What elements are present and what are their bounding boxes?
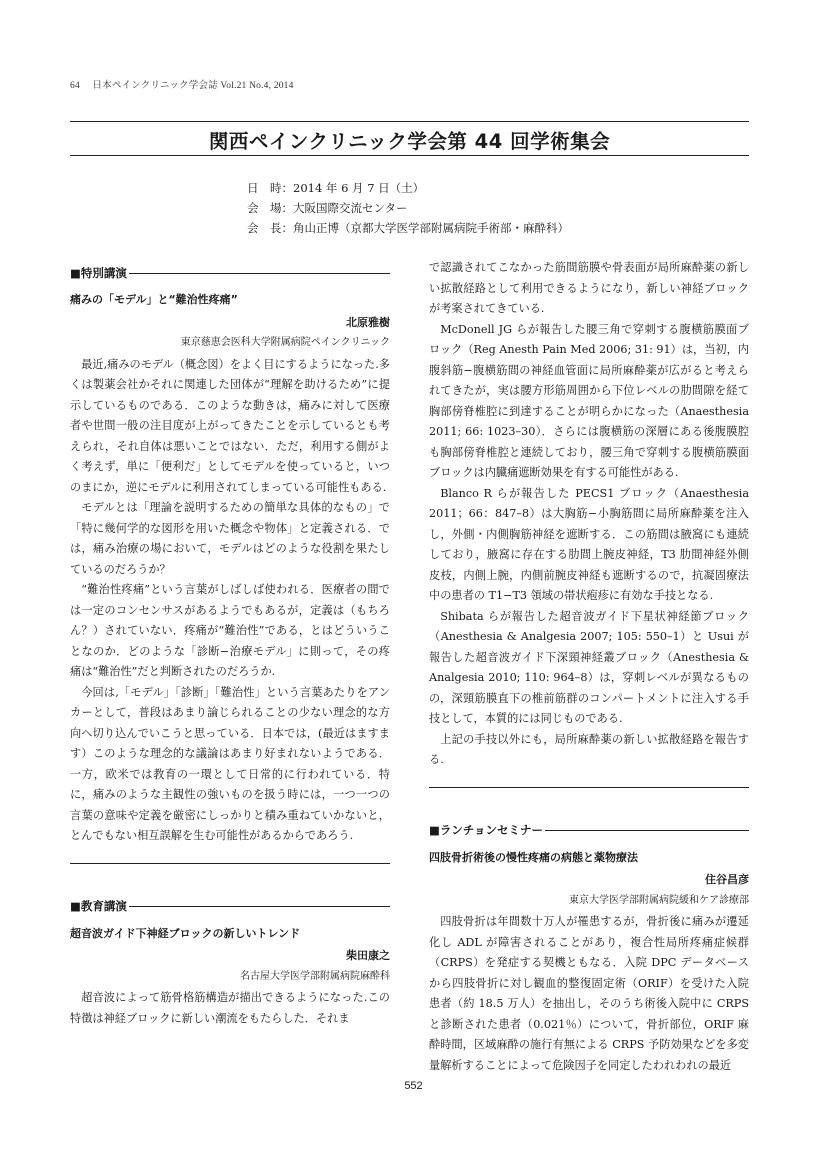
luncheon-seminar-title: 四肢骨折術後の慢性疼痛の病態と薬物療法 <box>429 850 638 864</box>
journal-page-number: 64 <box>70 81 80 91</box>
section-heading-text: ■ランチョンセミナー <box>429 823 544 838</box>
section-heading-text: ■特別講演 <box>70 265 127 280</box>
body-paragraph: Shibata らが報告した超音波ガイド下星状神経節ブロック（Anesthesia & Analgesia 2007; 105: 550–1）と Usui が報告した超音波ガイド下深頸神経叢ブロック（Anesthesia & Analgesia 2010; 110: 964–8）は，穿刺レベルが異なるものの，深頸筋膜直下の椎前筋群のコンパートメントに注入する手技として，本質的には同じものである. <box>429 609 749 725</box>
body-paragraph: 超音波によって筋骨格筋構造が描出できるようになった.この特徴は神経ブロックに新しい潮流をもたらした．それま <box>70 991 390 1025</box>
heading-rule <box>545 830 749 831</box>
meeting-venue: 会 場：大阪国際交流センター <box>247 201 408 215</box>
special-lecture-title: 痛みの「モデル」と“難治性疼痛” <box>70 293 238 306</box>
education-lecture-speaker: 柴田康之 <box>346 949 390 962</box>
meeting-president: 会 長：角山正博（京都大学医学部附属病院手術部・麻酔科） <box>247 221 569 235</box>
page-number: 552 <box>404 1080 423 1092</box>
special-lecture-heading <box>70 262 390 284</box>
body-paragraph: Blanco R らが報告した PECS1 ブロック（Anaesthesia 2011；66：847–8）は大胸筋−小胸筋間に局所麻酔薬を注入し，外側・内側胸筋神経を遮断する．この筋間は腋窩にも連続しており，腋窩に存在する肋間上腕皮神経，T3 肋間神経外側皮枝，内側上腕，内側前腕皮神経も遮断するので，抗凝固療法中の患者の T1−T3 領域の帯状疱疹に有効な手技となる. <box>429 486 749 602</box>
meeting-info <box>247 178 569 238</box>
section-heading-text: ■教育講演 <box>70 899 127 914</box>
meeting-date: 日 時：2014 年 6 月 7 日（土） <box>247 181 425 195</box>
education-lecture-affiliation: 名古屋大学医学部附属病院麻酔科 <box>240 970 390 982</box>
body-paragraph: McDonell JG らが報告した腰三角で穿刺する腹横筋膜面ブロック（Reg Anesth Pain Med 2006; 31: 91）は，当初，内腹斜筋−腹横筋間の神経血管面に局所麻酔薬が広がると考えられてきたが，実は腰方形筋周囲から下位レベルの肋間隙を経て胸部傍脊椎腔に到達することが明らかになった（Anaesthesia 2011; 66: 1023–30）．さらには腹横筋の深層にある後腹膜腔も胸部傍脊椎腔と連続しており，腰三角で穿刺する腹横筋膜面ブロックは内臓痛遮断効果を有する可能性がある. <box>429 322 749 479</box>
special-lecture-affiliation: 東京慈恵会医科大学附属病院ペインクリニック <box>180 337 390 348</box>
luncheon-seminar-affiliation: 東京大学医学部附属病院緩和ケア診療部 <box>569 894 749 906</box>
body-paragraph: “難治性疼痛”という言葉がしばしば使われる．医療者の間では一定のコンセンサスがあるようでもあるが，定義は（もちろん？）されていない．疼痛が“難治性”である，とはどういうことなのか．どのような「診断−治療モデル」に則って，その疼痛は“難治性”だと判断されたのだろうか. <box>70 583 390 678</box>
body-paragraph: モデルとは「理論を説明するための簡単な具体的なもの」で「特に幾何学的な図形を用いた概念や物体」と定義される．では，痛み治療の場において，モデルはどのような役割を果たしているのだろうか？ <box>70 501 390 576</box>
title-bottom-rule <box>70 155 749 156</box>
body-paragraph: で認識されてこなかった筋間筋膜や骨表面が局所麻酔薬の新しい拡散経路として利用できるようになり，新しい神経ブロックが考案されてきている. <box>429 261 749 315</box>
running-header <box>70 77 294 91</box>
body-paragraph: 今回は,「モデル」「診断」「難治性」という言葉あたりをアンカーとして，普段はあまり論じられることの少ない理念的な方向へ切り込んでいこうと思っている．日本では，(最近はますます）このような理念的な議論はあまり好まれないようである．一方，欧米では教育の一環として日常的に行われている．特に，痛みのような主観性の強いものを扱う時には，一つ一つの言葉の意味や定義を厳密にしっかりと積み重ねていかないと，とんでもない相互誤解を生む可能性があるからであろう. <box>70 685 390 842</box>
education-lecture-heading <box>70 896 390 918</box>
luncheon-seminar-heading <box>429 820 749 842</box>
page-title: 関西ペインクリニック学会第 44 回学術集会 <box>208 130 611 153</box>
heading-rule <box>129 273 390 274</box>
body-paragraph: 上記の手技以外にも，局所麻酔薬の新しい拡散経路を報告する. <box>429 732 749 766</box>
right-column <box>429 258 749 1076</box>
body-paragraph: 四肢骨折は年間数十万人が罹患するが，骨折後に痛みが遷延化し ADL が障害されることがあり，複合性局所疼痛症候群（CRPS）を発症する契機ともなる．入院 DPC データベースから四肢骨折に対し観血的整復固定術（ORIF）を受けた入院患者（約 18.5 万人）を抽出し，そのうち術後入院中に CRPS と診断された患者（0.021％）について，骨折部位，ORIF 麻酔時間，区域麻酔の施行有無による CRPS 予防効果などを多変量解析することによって危険因子を同定したわれわれの最近 <box>429 915 749 1072</box>
section-end-rule <box>429 787 749 788</box>
left-column <box>70 262 390 1029</box>
body-paragraph: 最近,痛みのモデル（概念図）をよく目にするようになった.多くは製薬会社かそれに関連した団体が“理解を助けるため”に提示しているものである．このような動きは，痛みに対して医療者や世間一般の注目度が上がってきたことを示しているとも考えられ，それ自体は悪いことではない．ただ，利用する側がよく考えず，単に「便利だ」としてモデルを使っていると，いつのまにか，逆にモデルに利用されてしまっている可能性もある. <box>70 357 390 494</box>
journal-name: 日本ペインクリニック学会誌 Vol.21 No.4, 2014 <box>92 81 294 91</box>
luncheon-seminar-speaker: 住谷昌彦 <box>705 873 749 886</box>
heading-rule <box>129 906 390 907</box>
special-lecture-speaker: 北原雅樹 <box>346 315 390 329</box>
education-lecture-title: 超音波ガイド下神経ブロックの新しいトレンド <box>70 926 301 940</box>
title-top-rule <box>70 121 749 122</box>
section-end-rule <box>70 863 390 864</box>
